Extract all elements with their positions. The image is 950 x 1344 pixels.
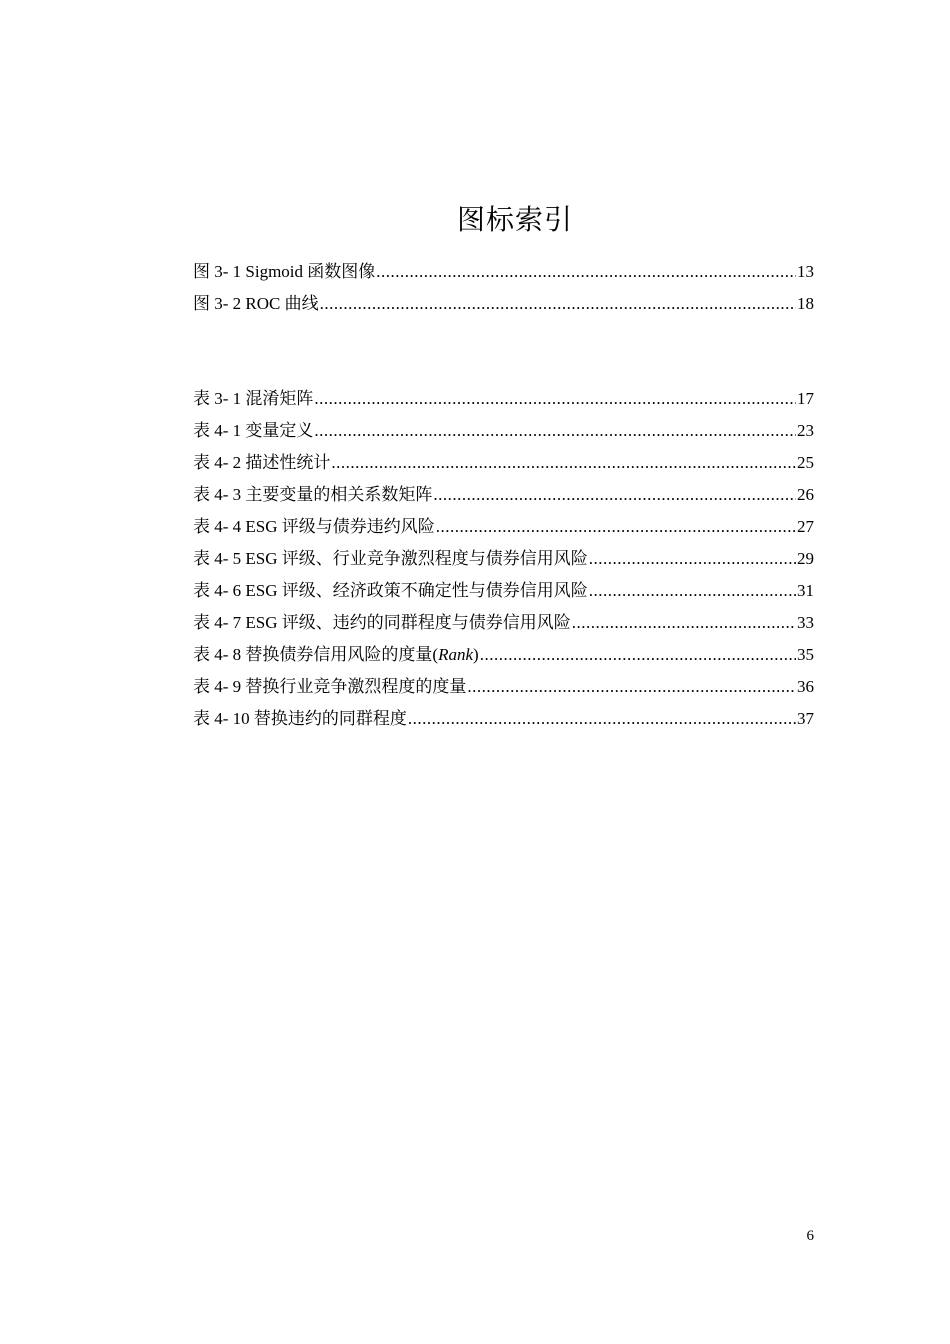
page-title: 图标索引 [456,205,573,236]
toc-entry[interactable] [193,507,814,539]
toc-entry-label: 表 4- 6 ESG 评级、经济政策不确定性与债券信用风险 [193,581,588,600]
toc-entry-label: 表 4- 9 替换行业竞争激烈程度的度量 [193,677,467,696]
toc-entry[interactable] [193,443,814,475]
toc-leader-dots [436,515,796,539]
toc-entry-page: 18 [797,294,814,313]
toc-entry-page: 25 [797,453,814,472]
toc-entry[interactable] [193,667,814,699]
toc-entry-page: 27 [797,517,814,536]
toc-entry-page: 13 [797,262,814,281]
toc-leader-dots [433,483,796,507]
toc-entry-label: 表 4- 3 主要变量的相关系数矩阵 [193,485,433,504]
toc-leader-dots [572,611,796,635]
toc-entry-page: 35 [797,645,814,664]
toc-entry[interactable] [193,252,814,284]
toc-entry[interactable] [193,539,814,571]
toc-leader-dots [467,675,796,699]
toc-entry-page: 37 [797,709,814,728]
toc-entry-label: 表 3- 1 混淆矩阵 [193,389,314,408]
toc-leader-dots [480,643,796,667]
toc-entry-page: 29 [797,549,814,568]
toc-leader-dots [589,547,796,571]
toc-entry-label: 表 4- 7 ESG 评级、违约的同群程度与债券信用风险 [193,613,571,632]
toc-entry-label: 表 4- 5 ESG 评级、行业竞争激烈程度与债券信用风险 [193,549,588,568]
toc-entry-label: 表 4- 1 变量定义 [193,421,314,440]
toc-entry[interactable] [193,475,814,507]
toc-leader-dots [331,451,796,475]
toc-leader-dots [589,579,796,603]
toc-entry[interactable] [193,379,814,411]
toc-entry[interactable] [193,699,814,731]
toc-leader-dots [314,419,796,443]
toc-entry-label: 图 3- 2 ROC 曲线 [193,294,319,313]
toc-entry-page: 26 [797,485,814,504]
toc-entry-page: 31 [797,581,814,600]
toc-entry-label: 表 4- 4 ESG 评级与债券违约风险 [193,517,435,536]
toc-leader-dots [408,707,796,731]
toc-entry-label: 图 3- 1 Sigmoid 函数图像 [193,262,376,281]
toc-entry-label [193,643,479,667]
toc-entry-label-italic: Rank [438,645,474,664]
toc-entry[interactable] [193,411,814,443]
toc-leader-dots [314,387,796,411]
figure-index-list [193,252,814,316]
toc-entry[interactable] [193,635,814,667]
toc-entry-page: 36 [797,677,814,696]
toc-entry-label-prefix: 表 4- 8 替换债券信用风险的度量( [193,645,439,664]
toc-entry-label: 表 4- 2 描述性统计 [193,453,331,472]
table-index-list [193,379,814,731]
toc-entry-page: 17 [797,389,814,408]
toc-leader-dots [320,292,796,316]
toc-entry[interactable] [193,603,814,635]
toc-entry[interactable] [193,571,814,603]
toc-entry-page: 33 [797,613,814,632]
toc-leader-dots [376,260,796,284]
page-number: 6 [806,1228,814,1244]
toc-entry-page: 23 [797,421,814,440]
toc-entry-label-suffix: ) [473,645,479,664]
toc-entry[interactable] [193,284,814,316]
toc-entry-label: 表 4- 10 替换违约的同群程度 [193,709,407,728]
